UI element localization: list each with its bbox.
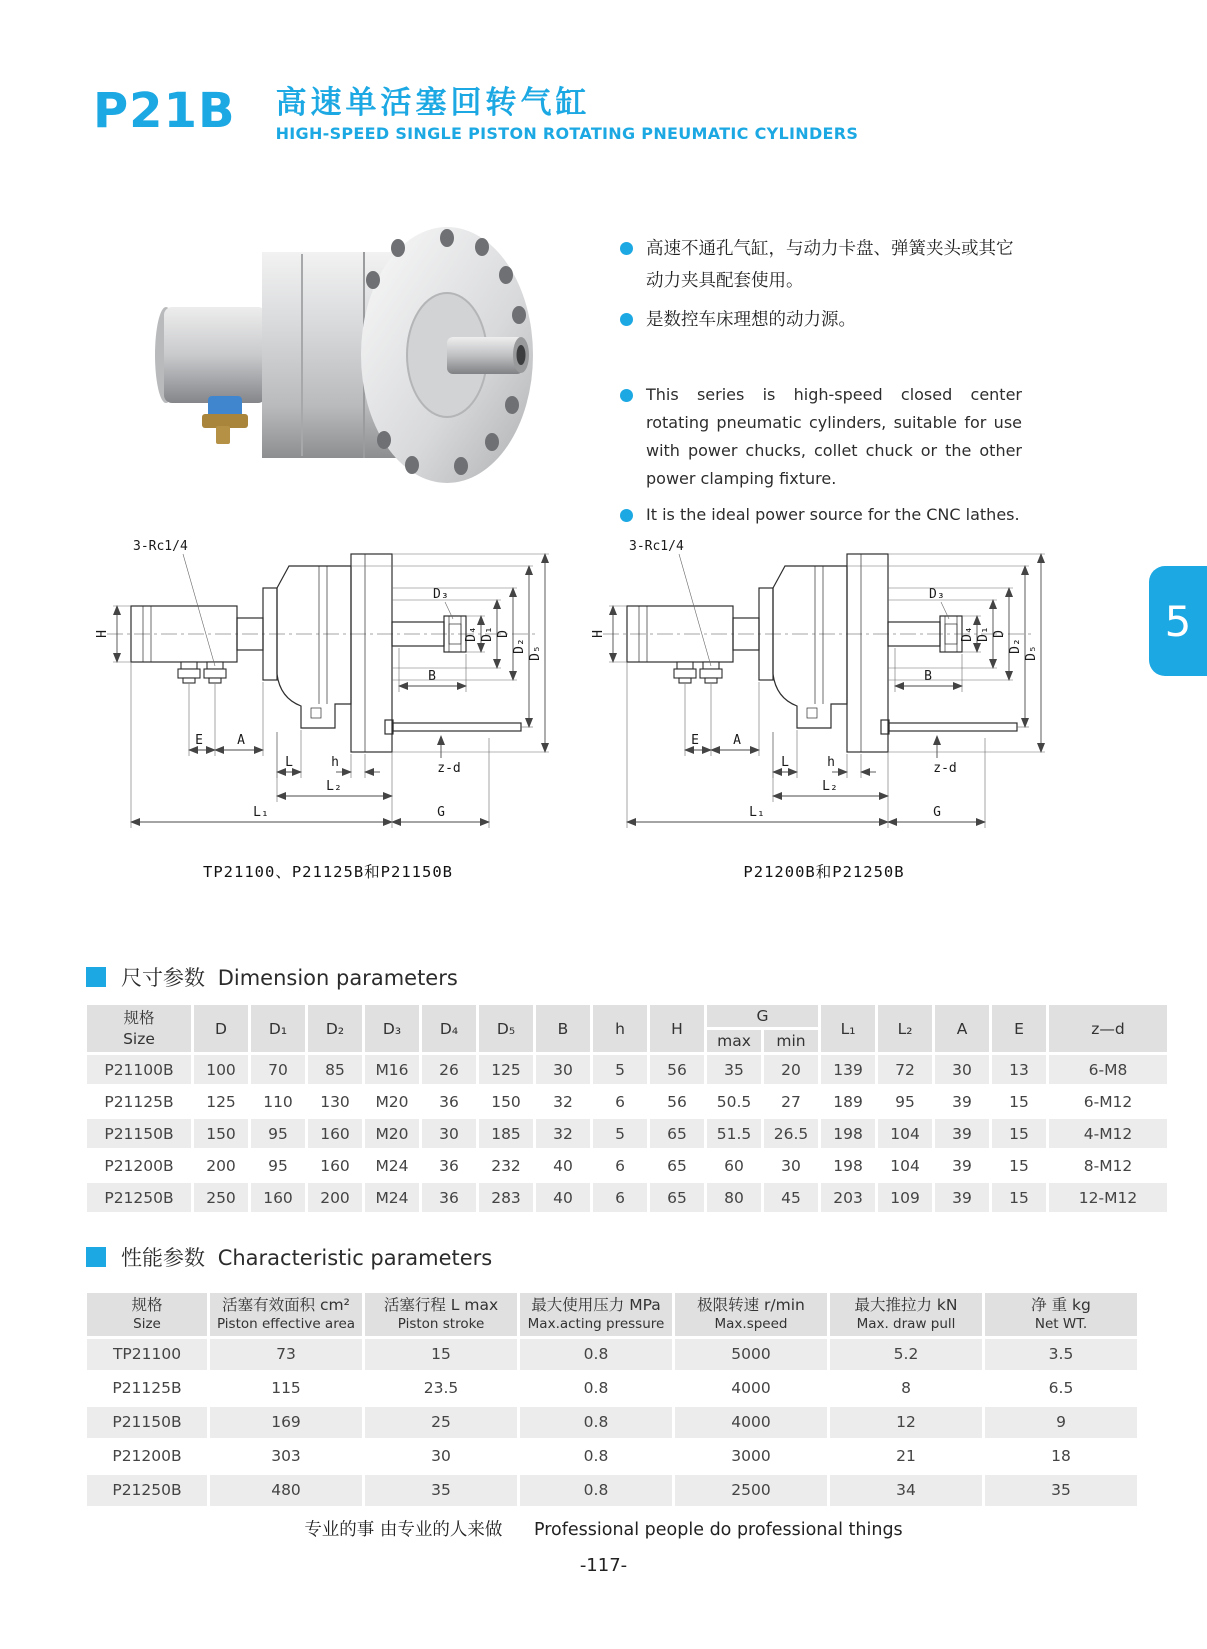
table-cell: 160 — [308, 1151, 362, 1180]
table-row — [87, 1475, 1137, 1506]
dim-label-D5: D₅ — [528, 645, 543, 661]
chapter-tab — [1149, 566, 1207, 676]
col-header-h: h — [593, 1005, 647, 1052]
dimension-section-heading — [86, 962, 458, 992]
table-cell: 65 — [650, 1183, 704, 1212]
page-title-cn: 高速单活塞回转气缸 — [275, 85, 591, 121]
table-cell: 200 — [194, 1151, 248, 1180]
table-row — [87, 1087, 1167, 1116]
table-cell: 95 — [878, 1087, 932, 1116]
table-cell: 185 — [479, 1119, 533, 1148]
table-cell: 0.8 — [520, 1441, 672, 1472]
table-cell: 12 — [830, 1407, 982, 1438]
table-cell: 35 — [985, 1475, 1137, 1506]
dim-label-L: L — [285, 755, 293, 770]
table-cell: 169 — [210, 1407, 362, 1438]
col-header-piston-stroke: 活塞行程 L max Piston stroke — [365, 1293, 517, 1336]
table-cell: 6-M8 — [1049, 1055, 1167, 1084]
table-cell: 283 — [479, 1183, 533, 1212]
product-photo — [150, 190, 560, 490]
table-cell: 30 — [422, 1119, 476, 1148]
dimension-table-body — [87, 1055, 1167, 1212]
table-cell: 4-M12 — [1049, 1119, 1167, 1148]
col-header-L1: L₁ — [821, 1005, 875, 1052]
table-cell: 95 — [251, 1151, 305, 1180]
table-cell: 5000 — [675, 1339, 827, 1370]
table-cell: 26 — [422, 1055, 476, 1084]
table-cell: M24 — [365, 1151, 419, 1180]
section-title-cn: 尺寸参数 — [121, 966, 205, 990]
characteristic-table — [84, 1290, 1140, 1509]
table-cell: 104 — [878, 1119, 932, 1148]
dim-label-zd: z-d — [437, 761, 461, 776]
row-size-cell: TP21100 — [87, 1339, 207, 1370]
drawing-figure-small-models — [88, 516, 568, 882]
table-cell: 13 — [992, 1055, 1046, 1084]
table-cell: 160 — [251, 1183, 305, 1212]
table-cell: 198 — [821, 1119, 875, 1148]
table-cell: 73 — [210, 1339, 362, 1370]
dim-label-A: A — [237, 733, 245, 748]
table-cell: 26.5 — [764, 1119, 818, 1148]
table-cell: 150 — [479, 1087, 533, 1116]
table-cell: 6.5 — [985, 1373, 1137, 1404]
dim-label-B: B — [924, 669, 932, 684]
section-title-en: Characteristic parameters — [217, 1246, 493, 1270]
dim-label-zd: z-d — [933, 761, 957, 776]
footer-slogan-cn: 专业的事 由专业的人来做 — [304, 1520, 503, 1540]
col-header-D: D — [194, 1005, 248, 1052]
table-cell: 70 — [251, 1055, 305, 1084]
dim-label-D: D — [992, 630, 1007, 638]
dim-label-h: h — [827, 755, 835, 770]
characteristic-table-header — [87, 1293, 1137, 1336]
col-header-D1: D₁ — [251, 1005, 305, 1052]
dimension-table-header — [87, 1005, 1167, 1052]
characteristic-table-body — [87, 1339, 1137, 1506]
footer-slogan-en: Professional people do professional things — [533, 1520, 903, 1540]
table-cell: 35 — [707, 1055, 761, 1084]
table-cell: 6 — [593, 1151, 647, 1180]
dim-label-H: H — [95, 630, 110, 638]
col-header-piston-area: 活塞有效面积 cm² Piston effective area — [210, 1293, 362, 1336]
col-header-D2: D₂ — [308, 1005, 362, 1052]
feature-item — [620, 381, 1022, 493]
model-code: P21B — [93, 83, 236, 139]
table-cell: 6 — [593, 1087, 647, 1116]
col-header-G-min: min — [764, 1030, 818, 1052]
table-cell: 250 — [194, 1183, 248, 1212]
table-cell: 32 — [536, 1119, 590, 1148]
bullet-dot-icon — [620, 313, 633, 326]
dim-label-h: h — [331, 755, 339, 770]
table-cell: 65 — [650, 1119, 704, 1148]
table-cell: 232 — [479, 1151, 533, 1180]
col-header-zd: z—d — [1049, 1005, 1167, 1052]
table-cell: 0.8 — [520, 1339, 672, 1370]
table-cell: 85 — [308, 1055, 362, 1084]
row-size-cell: P21200B — [87, 1441, 207, 1472]
table-cell: 198 — [821, 1151, 875, 1180]
table-cell: 4000 — [675, 1373, 827, 1404]
table-cell: 12-M12 — [1049, 1183, 1167, 1212]
col-header-D3: D₃ — [365, 1005, 419, 1052]
dim-label-H: H — [591, 630, 606, 638]
table-cell: 40 — [536, 1151, 590, 1180]
col-header-net-weight: 净 重 kg Net WT. — [985, 1293, 1137, 1336]
col-header-A: A — [935, 1005, 989, 1052]
drawing-caption: P21200B和P21250B — [743, 863, 905, 881]
section-title-en: Dimension parameters — [217, 966, 458, 990]
table-cell: 15 — [992, 1087, 1046, 1116]
table-cell: 40 — [536, 1183, 590, 1212]
table-cell: M20 — [365, 1087, 419, 1116]
table-cell: 39 — [935, 1183, 989, 1212]
table-cell: 125 — [479, 1055, 533, 1084]
row-size-cell: P21200B — [87, 1151, 191, 1180]
table-row — [87, 1373, 1137, 1404]
table-cell: 15 — [992, 1183, 1046, 1212]
table-cell: 0.8 — [520, 1475, 672, 1506]
table-cell: 2500 — [675, 1475, 827, 1506]
table-cell: 56 — [650, 1055, 704, 1084]
table-cell: 60 — [707, 1151, 761, 1180]
table-cell: 5.2 — [830, 1339, 982, 1370]
dim-label-B: B — [428, 669, 436, 684]
table-cell: 65 — [650, 1151, 704, 1180]
feature-list — [620, 234, 1022, 537]
table-cell: 200 — [308, 1183, 362, 1212]
page-header — [93, 83, 859, 144]
table-row — [87, 1339, 1137, 1370]
table-cell: 115 — [210, 1373, 362, 1404]
table-cell: 6-M12 — [1049, 1087, 1167, 1116]
bullet-dot-icon — [620, 242, 633, 255]
dim-label-A: A — [733, 733, 741, 748]
dim-label-E: E — [691, 733, 699, 748]
drawing-caption: TP21100、P21125B和P21150B — [203, 863, 453, 881]
page-title-en: HIGH-SPEED SINGLE PISTON ROTATING PNEUMATIC CYLINDERS — [275, 124, 859, 144]
table-cell: 189 — [821, 1087, 875, 1116]
table-cell: 56 — [650, 1087, 704, 1116]
table-cell: 8-M12 — [1049, 1151, 1167, 1180]
col-header-D4: D₄ — [422, 1005, 476, 1052]
table-cell: 25 — [365, 1407, 517, 1438]
dim-label-D3: D₃ — [929, 587, 945, 602]
table-cell: 39 — [935, 1151, 989, 1180]
dim-label-L2: L₂ — [822, 779, 838, 794]
table-cell: 27 — [764, 1087, 818, 1116]
chapter-number: 5 — [1164, 596, 1192, 646]
table-cell: 23.5 — [365, 1373, 517, 1404]
table-cell: 203 — [821, 1183, 875, 1212]
dim-label-L2: L₂ — [326, 779, 342, 794]
dim-label-D3: D₃ — [433, 587, 449, 602]
table-cell: 9 — [985, 1407, 1137, 1438]
row-size-cell: P21250B — [87, 1183, 191, 1212]
col-header-max-draw-pull: 最大推拉力 kN Max. draw pull — [830, 1293, 982, 1336]
table-cell: M20 — [365, 1119, 419, 1148]
section-title-cn: 性能参数 — [121, 1246, 205, 1270]
col-header-size: 规格 Size — [87, 1005, 191, 1052]
feature-text-en: This series is high-speed closed center rotating pneumatic cylinders, suitable for use with power chucks, collet chuck or the other power clamping fixture. — [646, 384, 1022, 488]
table-cell: 18 — [985, 1441, 1137, 1472]
table-cell: 5 — [593, 1119, 647, 1148]
table-cell: 21 — [830, 1441, 982, 1472]
table-cell: 6 — [593, 1183, 647, 1212]
table-cell: 8 — [830, 1373, 982, 1404]
table-cell: 3000 — [675, 1441, 827, 1472]
col-header-max-pressure: 最大使用压力 MPa Max.acting pressure — [520, 1293, 672, 1336]
section-square-icon — [86, 1247, 106, 1267]
table-cell: 480 — [210, 1475, 362, 1506]
footer-slogan — [0, 1516, 1207, 1541]
table-cell: 3.5 — [985, 1339, 1137, 1370]
table-cell: 34 — [830, 1475, 982, 1506]
dim-label-L: L — [781, 755, 789, 770]
table-cell: M16 — [365, 1055, 419, 1084]
table-row — [87, 1183, 1167, 1212]
table-cell: 36 — [422, 1087, 476, 1116]
table-cell: 15 — [992, 1119, 1046, 1148]
table-row — [87, 1407, 1137, 1438]
table-row — [87, 1151, 1167, 1180]
table-cell: 39 — [935, 1119, 989, 1148]
table-cell: 104 — [878, 1151, 932, 1180]
feature-item — [620, 305, 1022, 337]
dim-label-L1: L₁ — [749, 805, 765, 820]
row-size-cell: P21150B — [87, 1119, 191, 1148]
table-cell: 30 — [764, 1151, 818, 1180]
dim-label-G: G — [933, 805, 941, 820]
table-cell: 30 — [365, 1441, 517, 1472]
dim-label-G: G — [437, 805, 445, 820]
characteristic-section-heading — [86, 1242, 492, 1272]
col-header-E: E — [992, 1005, 1046, 1052]
feature-text-cn: 高速不通孔气缸，与动力卡盘、弹簧夹头或其它动力夹具配套使用。 — [646, 239, 1014, 291]
table-cell: 30 — [536, 1055, 590, 1084]
table-cell: 4000 — [675, 1407, 827, 1438]
table-cell: 100 — [194, 1055, 248, 1084]
feature-text-cn: 是数控车床理想的动力源。 — [646, 310, 856, 330]
col-header-H: H — [650, 1005, 704, 1052]
dim-label-D4: D₄ — [960, 626, 975, 642]
col-header-B: B — [536, 1005, 590, 1052]
table-cell: 80 — [707, 1183, 761, 1212]
table-cell: 125 — [194, 1087, 248, 1116]
col-header-G: G — [707, 1005, 818, 1027]
table-row — [87, 1055, 1167, 1084]
table-cell: 15 — [992, 1151, 1046, 1180]
row-size-cell: P21150B — [87, 1407, 207, 1438]
section-square-icon — [86, 967, 106, 987]
row-size-cell: P21125B — [87, 1087, 191, 1116]
col-header-size: 规格 Size — [87, 1293, 207, 1336]
table-cell: 50.5 — [707, 1087, 761, 1116]
col-header-D5: D₅ — [479, 1005, 533, 1052]
table-cell: 36 — [422, 1183, 476, 1212]
cross-section-drawing — [88, 516, 568, 846]
dim-label-L1: L₁ — [253, 805, 269, 820]
feature-item — [620, 234, 1022, 297]
feature-list-en — [620, 381, 1022, 529]
table-cell: 15 — [365, 1339, 517, 1370]
dim-label-D2: D₂ — [1008, 638, 1023, 654]
dimension-table — [84, 1002, 1170, 1215]
bullet-dot-icon — [620, 389, 633, 402]
col-header-L2: L₂ — [878, 1005, 932, 1052]
dim-label-E: E — [195, 733, 203, 748]
dim-label-D1: D₁ — [480, 626, 495, 642]
table-cell: 36 — [422, 1151, 476, 1180]
table-cell: 51.5 — [707, 1119, 761, 1148]
row-size-cell: P21250B — [87, 1475, 207, 1506]
table-cell: 5 — [593, 1055, 647, 1084]
table-cell: 72 — [878, 1055, 932, 1084]
table-cell: 160 — [308, 1119, 362, 1148]
table-cell: 0.8 — [520, 1373, 672, 1404]
technical-drawings — [88, 516, 1064, 882]
drawing-figure-large-models — [584, 516, 1064, 882]
table-row — [87, 1441, 1137, 1472]
table-cell: 150 — [194, 1119, 248, 1148]
dim-label-port: 3-Rc1/4 — [133, 539, 188, 554]
table-cell: 32 — [536, 1087, 590, 1116]
table-cell: 39 — [935, 1087, 989, 1116]
table-cell: 303 — [210, 1441, 362, 1472]
table-cell: 130 — [308, 1087, 362, 1116]
table-cell: M24 — [365, 1183, 419, 1212]
row-size-cell: P21100B — [87, 1055, 191, 1084]
table-row — [87, 1119, 1167, 1148]
dim-label-port: 3-Rc1/4 — [629, 539, 684, 554]
row-size-cell: P21125B — [87, 1373, 207, 1404]
col-header-max-speed: 极限转速 r/min Max.speed — [675, 1293, 827, 1336]
dim-label-D4: D₄ — [464, 626, 479, 642]
table-cell: 95 — [251, 1119, 305, 1148]
cross-section-drawing — [584, 516, 1064, 846]
table-cell: 35 — [365, 1475, 517, 1506]
dim-label-D1: D₁ — [976, 626, 991, 642]
feature-text-en: It is the ideal power source for the CNC lathes. — [646, 504, 1020, 524]
col-header-G-max: max — [707, 1030, 761, 1052]
dim-label-D: D — [496, 630, 511, 638]
table-cell: 45 — [764, 1183, 818, 1212]
table-cell: 110 — [251, 1087, 305, 1116]
page-number: -117- — [579, 1555, 628, 1576]
dim-label-D5: D₅ — [1024, 645, 1039, 661]
table-cell: 30 — [935, 1055, 989, 1084]
table-cell: 20 — [764, 1055, 818, 1084]
table-cell: 0.8 — [520, 1407, 672, 1438]
dim-label-D2: D₂ — [512, 638, 527, 654]
table-cell: 109 — [878, 1183, 932, 1212]
title-block — [276, 86, 859, 143]
table-cell: 139 — [821, 1055, 875, 1084]
